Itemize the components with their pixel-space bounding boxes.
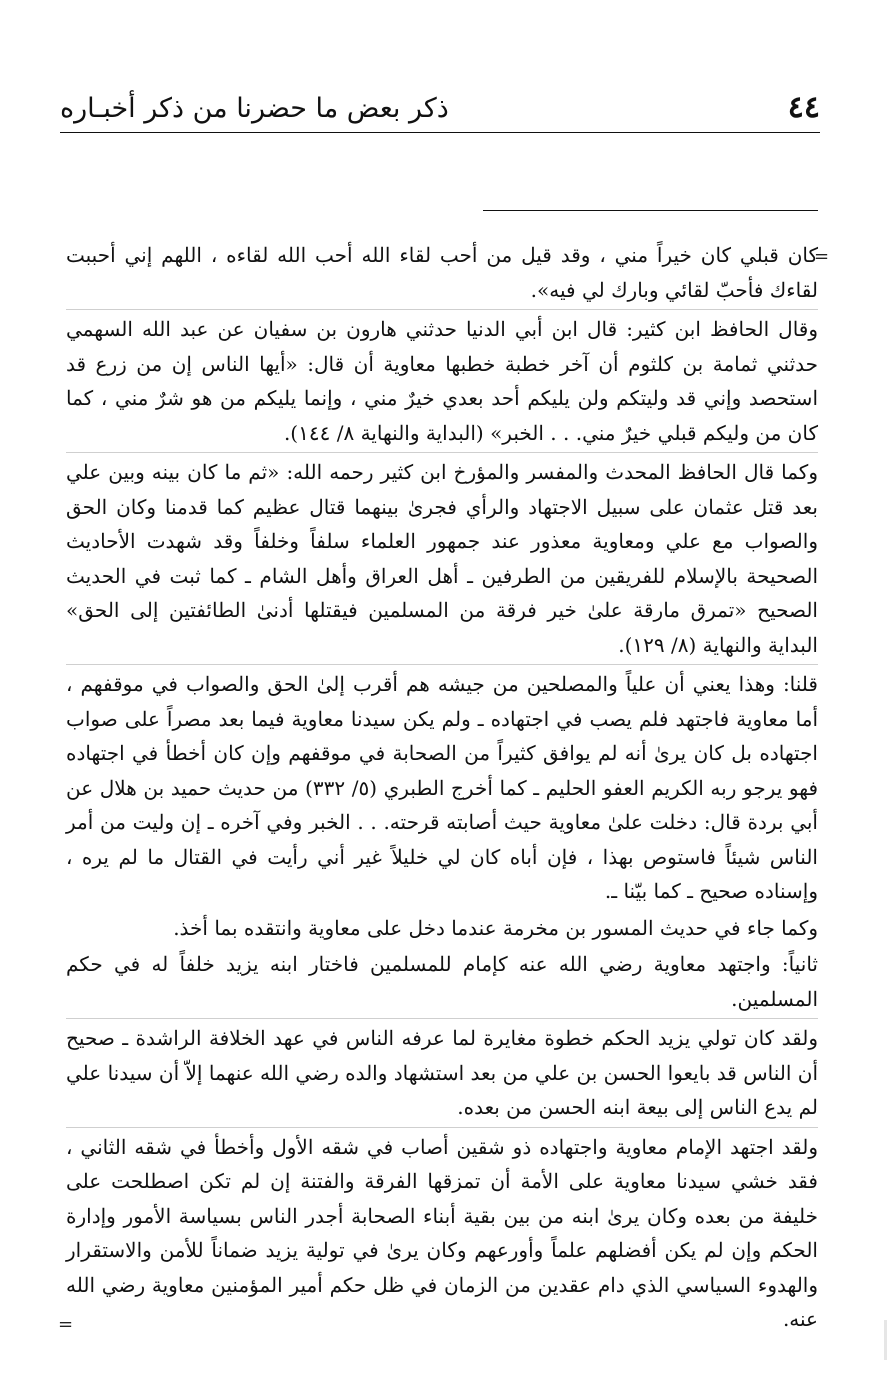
paragraph-2: وقال الحافظ ابن كثير: قال ابن أبي الدنيا حدثني هارون بن سفيان عن عبد الله السهمي حدثني ثمامة بن كلثوم أن آخر خطبة خطبها معاوية أن قال: «أيها الناس إن من زرع قد استحصد وإني قد وليتكم ولن يليكم أحد بعدي خيرٌ مني ، وإنما يليكم من هو شرٌ مني ، كما كان من وليكم قبلي خيرٌ مني. . . الخبر» (البداية والنهاية ٨/ ١٤٤).: [66, 309, 818, 452]
running-title: ذكر بعض ما حضرنا من ذكر أخبـاره: [60, 93, 449, 124]
scan-edge-shadow: [884, 1320, 887, 1360]
paragraph-6: ثانياً: واجتهد معاوية رضي الله عنه كإمام للمسلمين فاختار ابنه يزيد خلفاً له في حكم المسلمين.: [66, 952, 818, 1011]
paragraph-1: كان قبلي كان خيراً مني ، وقد قيل من أحب لقاء الله أحب الله لقاءه ، اللهم إني أحببت لقاءك فأحبّ لقائي وبارك لي فيه».: [66, 243, 818, 302]
footnote-separator-line: [483, 210, 818, 211]
paragraph-8: ولقد اجتهد الإمام معاوية واجتهاده ذو شقين أصاب في شقه الأول وأخطأ في شقه الثاني ، فقد خشي سيدنا معاوية على الأمة أن تمزقها الفرقة والفتنة إن لم تكن اصطلحت على خليفة من بعده وكان يرىٰ ابنه من بين بقية أبناء الصحابة أجدر الناس بسياسة الأمور وإدارة الحكم وإن لم يكن أفضلهم علماً وأورعهم وكان يرىٰ في تولية يزيد ضماناً للأمن والاستقرار والهدوء السياسي الذي دام عقدين من الزمان في ظل حكم أمير المؤمنين معاوية رضي الله عنه.: [66, 1127, 818, 1339]
body-text: [66, 238, 818, 1339]
paragraph-4: قلنا: وهذا يعني أن علياً والمصلحين من جيشه هم أقرب إلىٰ الحق والصواب في موقفهم ، أما معاوية فاجتهد فلم يصب في اجتهاده ـ ولم يكن سيدنا معاوية فيما بعد مصراً على صواب اجتهاده بل كان يرىٰ أنه لم يوافق كثيراً من الصحابة في موقفهم وإن كان أخطأ في اجتهاده فهو يرجو ربه الكريم العفو الحليم ـ كما أخرج الطبري (٥/ ٣٣٢) من حديث حميد بن هلال عن أبي بردة قال: دخلت علىٰ معاوية حيث أصابته قرحته. . . الخبر وفي آخره ـ إن وليت من أمر الناس شيئاً فاستوص بهذا ، فإن أباه كان لي خليلاً غير أني رأيت في القتال ما لم يره ، وإسناده صحيح ـ كما بيّنا ـ.: [66, 664, 818, 911]
continuation-marker-bottom: =: [58, 1314, 74, 1335]
continuation-marker-top: =: [814, 246, 830, 267]
paragraph-3: وكما قال الحافظ المحدث والمفسر والمؤرخ ابن كثير رحمه الله: «ثم ما كان بينه وبين علي بعد قتل عثمان على سبيل الاجتهاد والرأي فجرىٰ بينهما قتال عظيم كما قدمنا وكان الحق والصواب مع علي ومعاوية معذور عند جمهور العلماء سلفاً وخلفاً وقد شهدت الأحاديث الصحيحة بالإسلام للفريقين من الطرفين ـ أهل العراق وأهل الشام ـ كما ثبت في الحديث الصحيح «تمرق مارقة علىٰ خير فرقة من المسلمين فيقتلها أدنىٰ الطائفتين إلى الحق» البداية والنهاية (٨/ ١٢٩).: [66, 452, 818, 664]
paragraph-5: وكما جاء في حديث المسور بن مخرمة عندما دخل على معاوية وانتقده بما أخذ.: [173, 915, 818, 940]
page-header: [60, 88, 820, 133]
page-number: ٤٤: [787, 90, 820, 125]
paragraph-7: ولقد كان تولي يزيد الحكم خطوة مغايرة لما عرفه الناس في عهد الخلافة الراشدة ـ صحيح أن الناس قد بايعوا الحسن بن علي من بعد استشهاد والده رضي الله عنهما إلاّ أن سيدنا علي لم يدع الناس إلى بيعة ابنه الحسن من بعده.: [66, 1018, 818, 1127]
